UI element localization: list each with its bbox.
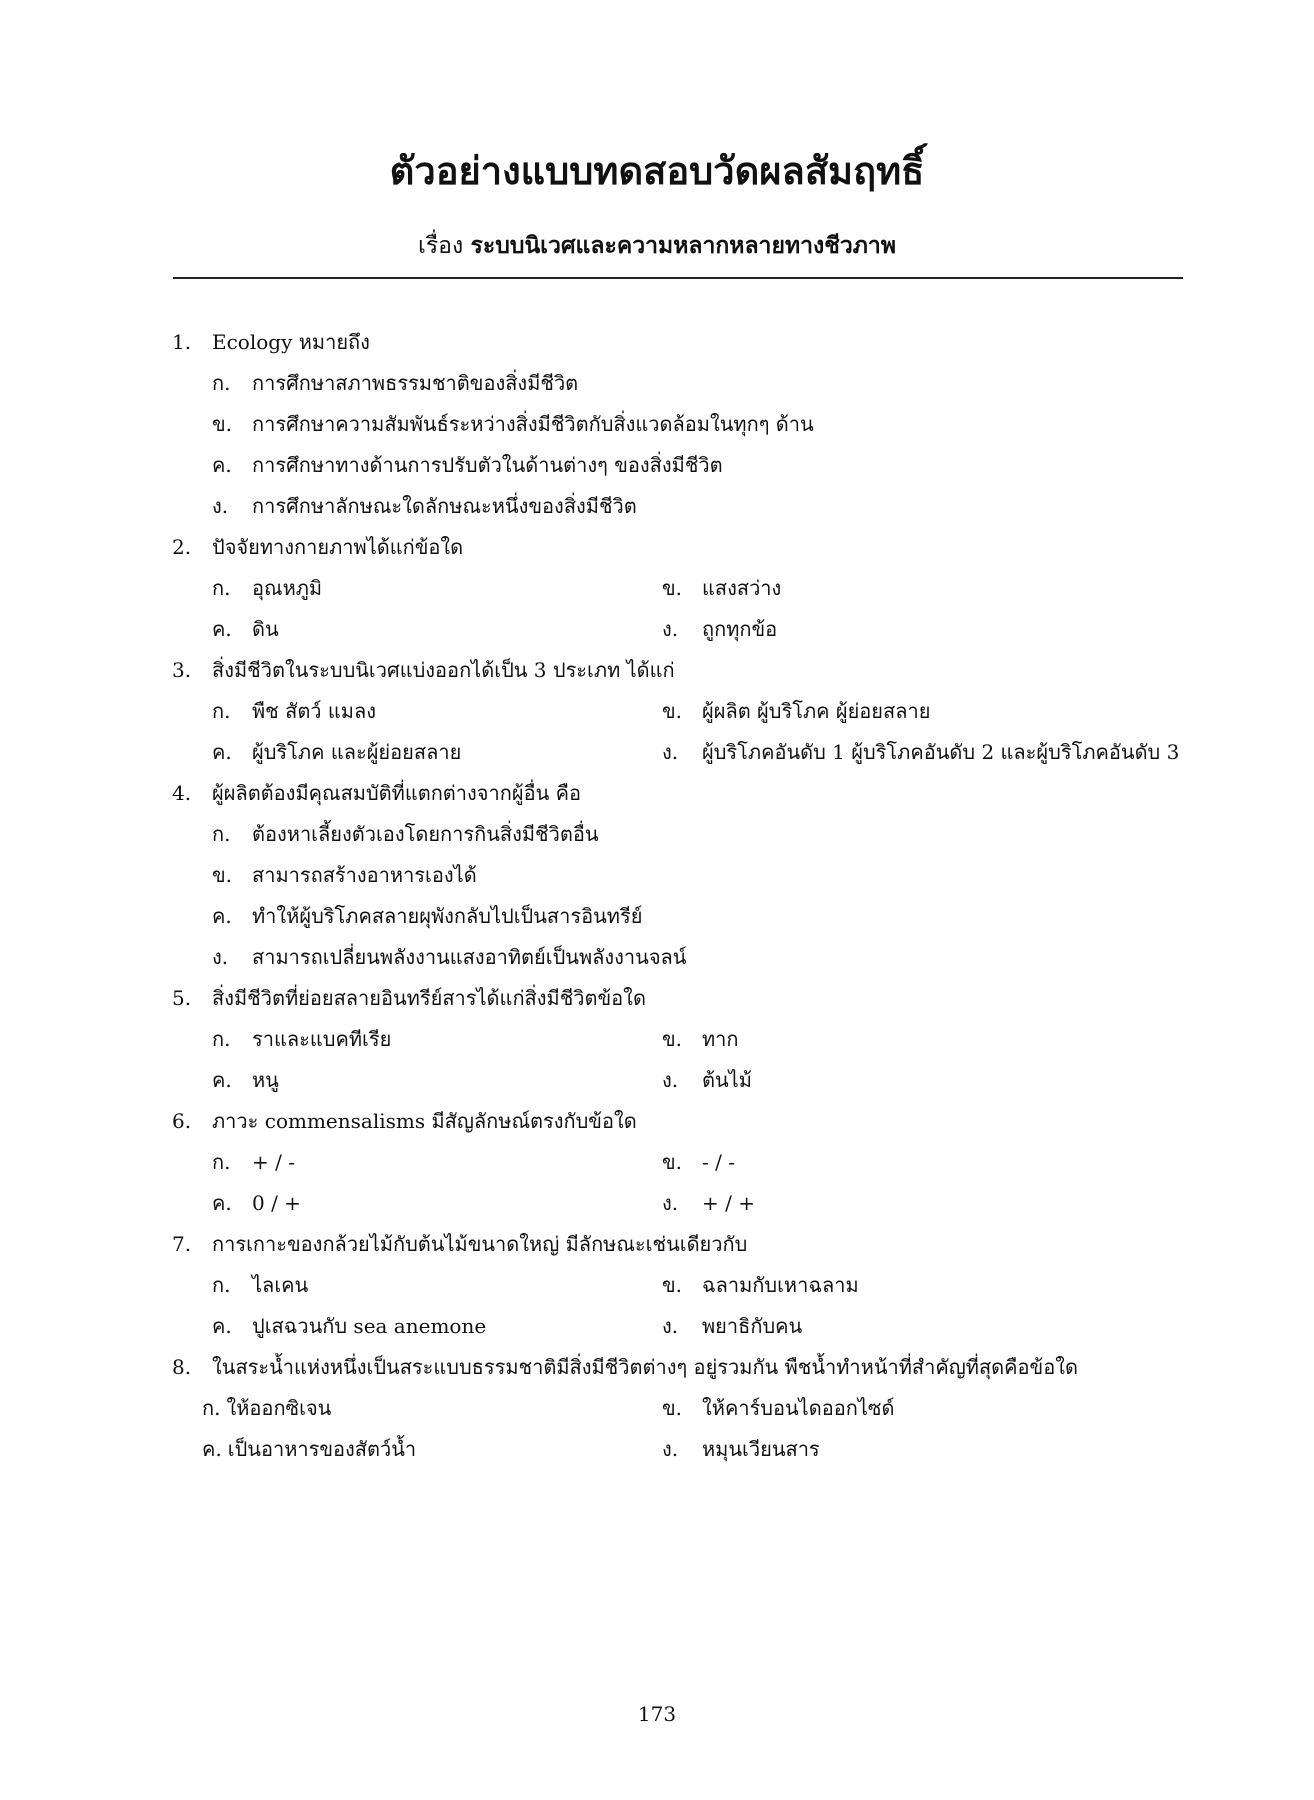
option-d xyxy=(662,1306,802,1347)
option-row xyxy=(172,1388,1184,1429)
option-text: ไลเคน xyxy=(252,1273,309,1297)
option-row xyxy=(172,1142,1184,1183)
option-row xyxy=(172,1429,1184,1470)
question-text: ปัจจัยทางกายภาพได้แก่ข้อใด xyxy=(212,535,464,559)
option-c xyxy=(212,1183,301,1224)
option-d xyxy=(662,732,1179,773)
option-row xyxy=(172,1183,1184,1224)
option-text: ผู้บริโภค และผู้ย่อยสลาย xyxy=(252,740,462,764)
option-letter: ก. xyxy=(212,699,231,723)
question-stem xyxy=(172,650,1184,691)
option-letter: ข. xyxy=(662,1273,683,1297)
option-row xyxy=(172,445,1184,486)
option-row xyxy=(172,1060,1184,1101)
question-number: 2. xyxy=(172,535,192,559)
question-text: ผู้ผลิตต้องมีคุณสมบัติที่แตกต่างจากผู้อื่น คือ xyxy=(212,781,582,805)
option-text: การศึกษาความสัมพันธ์ระหว่างสิ่งมีชีวิตกับสิ่งแวดล้อมในทุกๆ ด้าน xyxy=(252,412,814,436)
option-text: ต้นไม้ xyxy=(702,1068,752,1092)
subtitle-prefix: เรื่อง xyxy=(417,233,464,259)
question-text: Ecology หมายถึง xyxy=(212,330,370,354)
option-text: การศึกษาลักษณะใดลักษณะหนึ่งของสิ่งมีชีวิต xyxy=(252,494,637,518)
option-b xyxy=(662,1388,894,1429)
option-b xyxy=(662,568,781,609)
option-c xyxy=(212,732,461,773)
question-2 xyxy=(172,527,1184,650)
option-letter: ค. xyxy=(212,453,232,477)
option-text: พยาธิกับคน xyxy=(702,1314,803,1338)
option-c xyxy=(212,445,723,486)
option-letter: ข. xyxy=(212,412,233,436)
option-text: ถูกทุกข้อ xyxy=(702,617,778,641)
option-letter: ง. xyxy=(662,740,679,764)
option-row xyxy=(172,1265,1184,1306)
option-letter: ง. xyxy=(212,945,229,969)
question-stem xyxy=(172,978,1184,1019)
page-title: ตัวอย่างแบบทดสอบวัดผลสัมฤทธิ์ xyxy=(389,148,925,193)
option-a xyxy=(202,1388,331,1429)
option-text: ทาก xyxy=(702,1027,739,1051)
option-b xyxy=(662,1142,735,1183)
option-b xyxy=(662,691,930,732)
question-stem xyxy=(172,1224,1184,1265)
option-letter: ข. xyxy=(662,576,683,600)
question-5 xyxy=(172,978,1184,1101)
option-d xyxy=(662,609,777,650)
option-letter: ก. xyxy=(212,576,231,600)
question-7 xyxy=(172,1224,1184,1347)
option-text: ปูเสฉวนกับ sea anemone xyxy=(252,1314,487,1338)
option-row xyxy=(172,1306,1184,1347)
question-list xyxy=(172,322,1184,1470)
option-row xyxy=(172,609,1184,650)
question-text: สิ่งมีชีวิตในระบบนิเวศแบ่งออกได้เป็น 3 ประเภท ได้แก่ xyxy=(212,658,675,682)
option-text: + / - xyxy=(252,1150,295,1174)
option-text: เป็นอาหารของสัตว์น้ำ xyxy=(227,1437,417,1461)
option-letter: ค. xyxy=(212,740,232,764)
option-d xyxy=(662,1183,755,1224)
option-row xyxy=(172,691,1184,732)
option-c xyxy=(212,609,279,650)
option-letter: ก. xyxy=(212,1273,231,1297)
option-letter: ง. xyxy=(662,1314,679,1338)
question-number: 6. xyxy=(172,1109,192,1133)
option-c xyxy=(212,1306,486,1347)
option-letter: ข. xyxy=(662,1396,683,1420)
option-letter: ค. xyxy=(212,904,232,928)
option-text: - / - xyxy=(702,1150,735,1174)
option-letter: ง. xyxy=(662,1437,679,1461)
option-letter: ค. xyxy=(212,1314,232,1338)
question-number: 5. xyxy=(172,986,192,1010)
option-b xyxy=(662,1019,739,1060)
option-a xyxy=(212,363,578,404)
option-text: ผู้ผลิต ผู้บริโภค ผู้ย่อยสลาย xyxy=(702,699,931,723)
question-text: ในสระน้ำแห่งหนึ่งเป็นสระแบบธรรมชาติมีสิ่งมีชีวิตต่างๆ อยู่รวมกัน พืชน้ำทำหน้าที่สำคัญที่สุดคือข้อใด xyxy=(212,1355,1078,1379)
option-text: การศึกษาสภาพธรรมชาติของสิ่งมีชีวิต xyxy=(252,371,579,395)
option-text: การศึกษาทางด้านการปรับตัวในด้านต่างๆ ของสิ่งมีชีวิต xyxy=(252,453,723,477)
option-a xyxy=(212,691,376,732)
option-c xyxy=(212,1060,279,1101)
option-d xyxy=(662,1060,752,1101)
option-text: ดิน xyxy=(252,617,279,641)
option-d xyxy=(212,937,686,978)
subtitle-topic: ระบบนิเวศและความหลากหลายทางชีวภาพ xyxy=(470,232,897,259)
option-letter: ก. xyxy=(212,371,231,395)
question-6 xyxy=(172,1101,1184,1224)
option-text: ทำให้ผู้บริโภคสลายผุพังกลับไปเป็นสารอินทรีย์ xyxy=(252,904,643,928)
option-row xyxy=(172,937,1184,978)
option-letter: ข. xyxy=(662,1027,683,1051)
option-letter: ง. xyxy=(212,494,229,518)
option-letter: ข. xyxy=(662,1150,683,1174)
question-number: 3. xyxy=(172,658,192,682)
option-row xyxy=(172,404,1184,445)
option-letter: ข. xyxy=(212,863,233,887)
option-row xyxy=(172,814,1184,855)
option-text: ผู้บริโภคอันดับ 1 ผู้บริโภคอันดับ 2 และผู้บริโภคอันดับ 3 xyxy=(702,740,1180,764)
option-letter: ก. xyxy=(212,1150,231,1174)
title-divider xyxy=(173,277,1183,279)
question-1 xyxy=(172,322,1184,527)
question-text: การเกาะของกล้วยไม้กับต้นไม้ขนาดใหญ่ มีลักษณะเช่นเดียวกับ xyxy=(212,1232,748,1256)
option-text: สามารถเปลี่ยนพลังงานแสงอาทิตย์เป็นพลังงานจลน์ xyxy=(252,945,687,969)
option-letter: ค. xyxy=(212,1191,232,1215)
option-d xyxy=(212,486,637,527)
option-text: + / + xyxy=(702,1191,755,1215)
option-text: แสงสว่าง xyxy=(702,576,782,600)
option-letter: ค. xyxy=(212,617,232,641)
option-text: หนู xyxy=(252,1068,279,1092)
option-row xyxy=(172,1019,1184,1060)
question-stem xyxy=(172,773,1184,814)
option-letter: ง. xyxy=(662,1191,679,1215)
option-letter: ก. xyxy=(212,1027,231,1051)
question-stem xyxy=(172,322,1184,363)
question-number: 8. xyxy=(172,1355,192,1379)
option-text: หมุนเวียนสาร xyxy=(702,1437,820,1461)
question-number: 7. xyxy=(172,1232,192,1256)
question-stem xyxy=(172,1101,1184,1142)
option-letter: ง. xyxy=(662,617,679,641)
question-8 xyxy=(172,1347,1184,1470)
option-b xyxy=(662,1265,859,1306)
option-letter: ก. xyxy=(212,822,231,846)
option-text: 0 / + xyxy=(252,1191,301,1215)
option-row xyxy=(172,896,1184,937)
option-row xyxy=(172,568,1184,609)
option-letter: ค. xyxy=(202,1437,222,1461)
option-a xyxy=(212,1019,391,1060)
option-text: ราและแบคทีเรีย xyxy=(252,1027,392,1051)
option-text: พืช สัตว์ แมลง xyxy=(252,699,376,723)
option-text: อุณหภูมิ xyxy=(252,576,323,600)
question-text: ภาวะ commensalisms มีสัญลักษณ์ตรงกับข้อใด xyxy=(212,1109,637,1133)
page-number: 173 xyxy=(637,1702,677,1726)
option-d xyxy=(662,1429,820,1470)
option-text: สามารถสร้างอาหารเองได้ xyxy=(252,863,477,887)
option-letter: ค. xyxy=(212,1068,232,1092)
option-text: ต้องหาเลี้ยงตัวเองโดยการกินสิ่งมีชีวิตอื่น xyxy=(252,822,599,846)
option-a xyxy=(212,1142,295,1183)
option-c xyxy=(212,896,642,937)
option-row xyxy=(172,486,1184,527)
option-letter: ก. xyxy=(202,1396,221,1420)
question-stem xyxy=(172,527,1184,568)
question-3 xyxy=(172,650,1184,773)
question-text: สิ่งมีชีวิตที่ย่อยสลายอินทรีย์สารได้แก่สิ่งมีชีวิตข้อใด xyxy=(212,986,646,1010)
option-a xyxy=(212,814,599,855)
option-c xyxy=(202,1429,416,1470)
option-text: ให้คาร์บอนไดออกไซด์ xyxy=(702,1396,895,1420)
question-stem xyxy=(172,1347,1184,1388)
question-number: 4. xyxy=(172,781,192,805)
option-row xyxy=(172,363,1184,404)
option-b xyxy=(212,404,814,445)
option-row xyxy=(172,732,1184,773)
option-text: ฉลามกับเหาฉลาม xyxy=(702,1273,859,1297)
option-letter: ง. xyxy=(662,1068,679,1092)
option-text: ให้ออกซิเจน xyxy=(226,1396,332,1420)
page-subtitle xyxy=(0,228,1314,264)
question-4 xyxy=(172,773,1184,978)
question-number: 1. xyxy=(172,330,192,354)
option-letter: ข. xyxy=(662,699,683,723)
option-b xyxy=(212,855,477,896)
option-a xyxy=(212,568,322,609)
option-row xyxy=(172,855,1184,896)
option-a xyxy=(212,1265,308,1306)
